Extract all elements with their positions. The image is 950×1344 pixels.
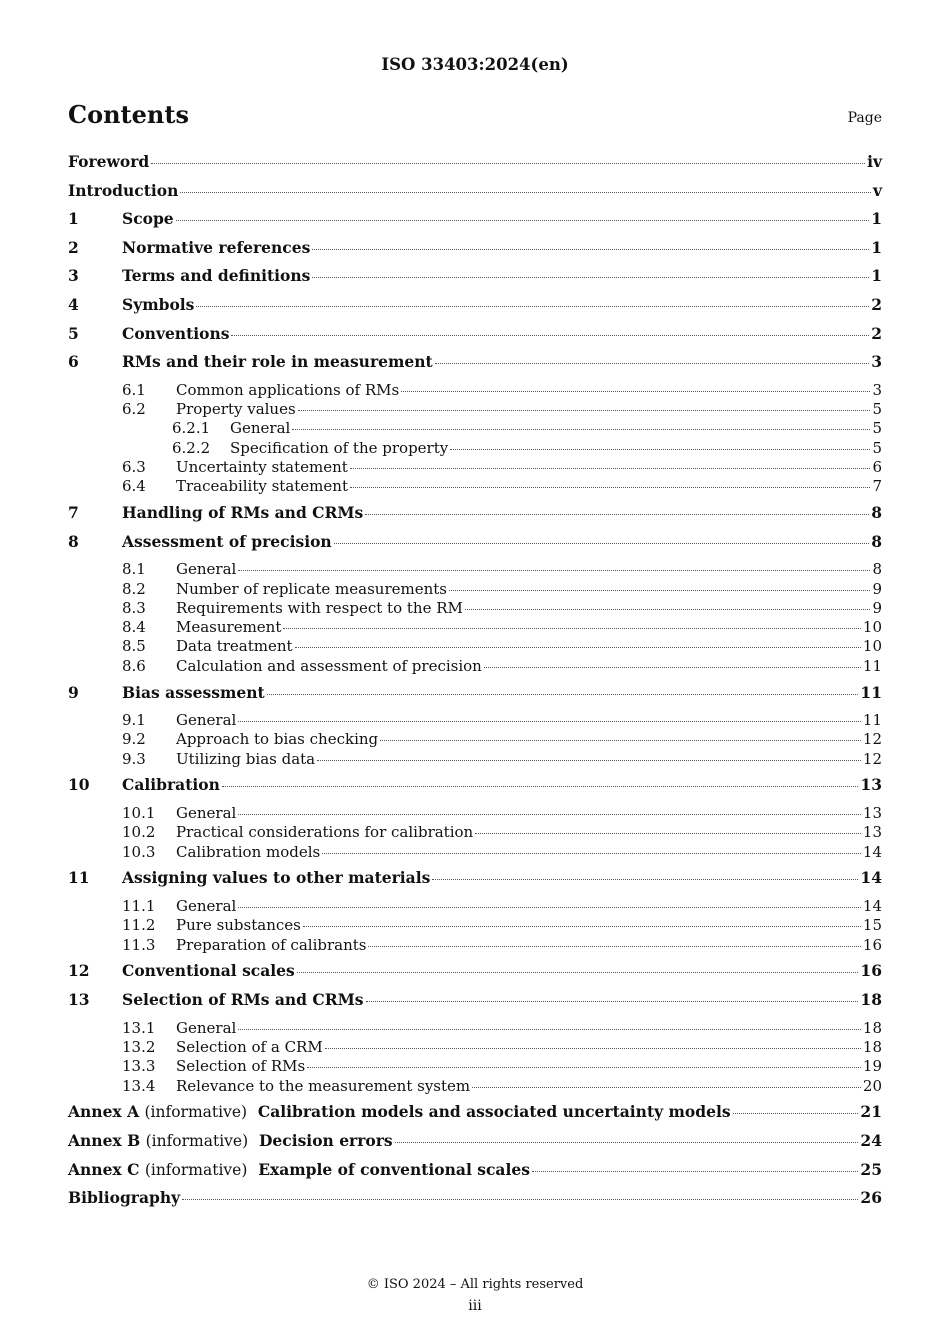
toc-page-number: 15 (862, 916, 882, 935)
toc-dot-leader (484, 667, 861, 668)
toc-dot-leader (238, 814, 861, 815)
toc-page-number: 5 (872, 419, 882, 438)
toc-entry-title: Selection of RMs and CRMs (122, 990, 364, 1010)
toc-page-number: 16 (862, 935, 882, 954)
toc-dot-leader (322, 853, 861, 854)
toc-entry[interactable] (68, 209, 882, 238)
toc-entry-title: Property values (176, 400, 296, 419)
page-number: iii (468, 1298, 482, 1314)
toc-dot-leader (325, 1048, 861, 1049)
toc-page-number: 5 (872, 400, 882, 419)
toc-dot-leader (176, 220, 870, 221)
toc-page-number: 13 (860, 775, 882, 795)
contents-title-row (68, 100, 882, 134)
toc-entry-number: 11.1 (122, 897, 156, 916)
toc-dot-leader (465, 609, 871, 610)
toc-entry-title: RMs and their role in measurement (122, 352, 433, 372)
toc-entry[interactable] (68, 618, 882, 637)
toc-dot-leader (450, 449, 870, 450)
toc-entry[interactable] (68, 657, 882, 676)
toc-page-number: 1 (871, 209, 882, 229)
toc-entry[interactable] (68, 868, 882, 897)
toc-entry-number: 9.1 (122, 711, 146, 730)
toc-entry-number: 6.1 (122, 380, 146, 399)
toc-page-number: 14 (860, 868, 882, 888)
toc-entry[interactable] (68, 238, 882, 267)
toc-entry-title: Relevance to the measurement system (176, 1076, 471, 1095)
toc-annex-type: (informative) (144, 1160, 248, 1179)
toc-dot-leader (303, 926, 861, 927)
toc-entry-number: 6.3 (122, 457, 146, 476)
toc-dot-leader (350, 487, 870, 488)
toc-entry-title: Preparation of calibrants (176, 935, 367, 954)
toc-dot-leader (532, 1171, 859, 1172)
toc-dot-leader (475, 833, 861, 834)
table-of-contents (68, 152, 882, 1217)
toc-entry-title: Number of replicate measurements (176, 579, 447, 598)
toc-page-number: 2 (871, 294, 882, 314)
toc-entry-number: 9 (68, 682, 79, 702)
toc-entry[interactable] (68, 324, 882, 353)
toc-page-number: 16 (860, 961, 882, 981)
toc-entry-title: Calibration models (176, 842, 321, 861)
toc-entry[interactable] (68, 1038, 882, 1057)
toc-entry[interactable] (68, 897, 882, 916)
toc-dot-leader (151, 163, 865, 164)
toc-entry[interactable] (68, 637, 882, 656)
toc-entry-number: 13.1 (122, 1018, 156, 1037)
toc-dot-leader (298, 410, 871, 411)
toc-entry[interactable] (68, 560, 882, 579)
toc-entry[interactable] (68, 750, 882, 769)
toc-entry-number: 8.1 (122, 560, 146, 579)
toc-page-number: 25 (860, 1159, 882, 1179)
toc-dot-leader (380, 740, 861, 741)
toc-entry-title: Selection of a CRM (176, 1037, 323, 1056)
toc-entry[interactable] (68, 1160, 882, 1189)
toc-entry-number: 13.4 (122, 1076, 156, 1095)
toc-entry[interactable] (68, 1188, 882, 1217)
toc-entry-number: 5 (68, 323, 79, 343)
toc-entry[interactable] (68, 1102, 882, 1131)
toc-entry-title: General (230, 419, 291, 438)
toc-entry-title: Scope (122, 209, 174, 229)
toc-dot-leader (401, 391, 870, 392)
page-column-label: Page (847, 110, 882, 126)
toc-entry-number: 10 (68, 775, 90, 795)
toc-page-number: 3 (872, 380, 882, 399)
toc-entry-number: 6.2 (122, 400, 146, 419)
toc-page-number: 3 (871, 352, 882, 372)
toc-entry[interactable] (68, 599, 882, 618)
toc-page-number: 11 (862, 711, 882, 730)
toc-entry[interactable] (68, 352, 882, 381)
toc-dot-leader (283, 628, 861, 629)
toc-dot-leader (297, 972, 859, 973)
toc-dot-leader (292, 429, 870, 430)
toc-page-number: 20 (862, 1076, 882, 1095)
toc-page-number: 24 (860, 1130, 882, 1150)
toc-entry[interactable] (68, 1131, 882, 1160)
toc-annex-type: (informative) (145, 1131, 249, 1150)
toc-dot-leader (472, 1087, 861, 1088)
toc-entry-number: 13.3 (122, 1057, 156, 1076)
toc-entry[interactable] (68, 683, 882, 712)
toc-page-number: 5 (872, 438, 882, 457)
toc-dot-leader (435, 363, 870, 364)
toc-entry-number: 8.6 (122, 656, 146, 675)
toc-dot-leader (238, 907, 861, 908)
toc-entry-number: 6.2.2 (172, 438, 211, 457)
toc-entry[interactable] (68, 730, 882, 749)
toc-entry[interactable] (68, 804, 882, 823)
toc-entry-title: Measurement (176, 618, 282, 637)
toc-entry[interactable] (68, 843, 882, 862)
toc-entry[interactable] (68, 775, 882, 804)
toc-entry[interactable] (68, 532, 882, 561)
toc-entry[interactable] (68, 400, 882, 419)
toc-entry-title: Bias assessment (122, 682, 265, 702)
toc-entry-title: Calibration (122, 775, 220, 795)
toc-page-number: 12 (862, 749, 882, 768)
toc-page-number: 9 (872, 598, 882, 617)
toc-entry-title: Foreword (68, 152, 150, 171)
toc-entry[interactable] (68, 439, 882, 458)
toc-entry-number: 8 (68, 531, 79, 551)
toc-entry-number: 11 (68, 868, 90, 888)
toc-dot-leader (334, 543, 870, 544)
toc-entry-number: 9.2 (122, 730, 146, 749)
toc-entry-number: 3 (68, 266, 79, 286)
toc-entry-title: Traceability statement (176, 477, 348, 496)
copyright-footer: © ISO 2024 – All rights reserved (366, 1277, 584, 1292)
toc-entry-title: Specification of the property (230, 438, 449, 457)
toc-dot-leader (395, 1142, 859, 1143)
toc-dot-leader (368, 946, 860, 947)
toc-entry[interactable] (68, 961, 882, 990)
toc-entry-number: 8.2 (122, 579, 146, 598)
toc-entry-title: General (176, 804, 237, 823)
toc-entry-title: Decision errors (258, 1130, 393, 1150)
toc-page-number: 6 (872, 457, 882, 476)
toc-page-number: 18 (860, 990, 882, 1010)
toc-dot-leader (267, 694, 859, 695)
toc-entry-title: Calculation and assessment of precision (176, 656, 482, 675)
toc-dot-leader (238, 721, 861, 722)
toc-page-number: 18 (862, 1037, 882, 1056)
toc-entry-title: Uncertainty statement (176, 457, 348, 476)
toc-entry-number: 6.4 (122, 477, 146, 496)
toc-page-number: 11 (862, 656, 882, 675)
toc-entry[interactable] (68, 1057, 882, 1076)
toc-page-number: 26 (860, 1188, 882, 1208)
toc-entry-number: 10.3 (122, 842, 156, 861)
toc-entry-number: 1 (68, 209, 79, 229)
toc-page-number: 13 (862, 823, 882, 842)
toc-entry-title: Practical considerations for calibration (176, 823, 474, 842)
toc-page-number: 14 (862, 897, 882, 916)
toc-entry-number: 6.2.1 (172, 419, 211, 438)
toc-entry-title: Conventions (122, 323, 230, 343)
toc-dot-leader (222, 786, 859, 787)
toc-page-number: 9 (872, 579, 882, 598)
toc-entry[interactable] (68, 1077, 882, 1096)
toc-entry[interactable] (68, 916, 882, 935)
toc-dot-leader (238, 1029, 861, 1030)
toc-entry-title: Pure substances (176, 916, 301, 935)
toc-annex-label: Annex B (68, 1130, 141, 1150)
toc-entry-title: Approach to bias checking (176, 730, 379, 749)
toc-dot-leader (317, 760, 861, 761)
contents-title: Contents (68, 100, 189, 129)
toc-entry-title: Terms and definitions (122, 266, 311, 286)
toc-page-number: 10 (862, 618, 882, 637)
toc-entry-title: Data treatment (176, 637, 293, 656)
toc-page-number: v (872, 180, 882, 200)
toc-dot-leader (307, 1067, 861, 1068)
toc-dot-leader (733, 1113, 859, 1114)
toc-page-number: 18 (862, 1018, 882, 1037)
toc-dot-leader (238, 570, 870, 571)
toc-entry[interactable] (68, 419, 882, 438)
toc-page-number: 11 (860, 682, 882, 702)
toc-entry-number: 12 (68, 961, 90, 981)
toc-entry[interactable] (68, 936, 882, 955)
toc-entry[interactable] (68, 823, 882, 842)
toc-page-number: 1 (871, 266, 882, 286)
toc-page-number: 8 (871, 503, 882, 523)
toc-entry-title: Symbols (122, 294, 195, 314)
toc-entry[interactable] (68, 458, 882, 477)
toc-dot-leader (231, 335, 869, 336)
toc-entry-number: 6 (68, 352, 79, 372)
toc-page-number: 8 (871, 531, 882, 551)
toc-entry-number: 4 (68, 294, 79, 314)
toc-entry[interactable] (68, 181, 882, 210)
toc-entry-title: General (176, 1018, 237, 1037)
toc-entry-title: General (176, 560, 237, 579)
toc-page-number: 14 (862, 842, 882, 861)
toc-entry[interactable] (68, 266, 882, 295)
toc-entry-title: Requirements with respect to the RM (176, 598, 463, 617)
toc-annex-label: Annex A (68, 1102, 140, 1122)
toc-dot-leader (180, 192, 871, 193)
toc-entry-number: 10.1 (122, 804, 156, 823)
toc-entry-title: Introduction (68, 180, 179, 200)
toc-entry-title: Example of conventional scales (258, 1159, 530, 1179)
toc-dot-leader (312, 249, 869, 250)
toc-page-number: 2 (871, 323, 882, 343)
toc-annex-label: Annex C (68, 1159, 140, 1179)
toc-page-number: 21 (860, 1102, 882, 1122)
toc-entry-title: Common applications of RMs (176, 380, 400, 399)
toc-page-number: 12 (862, 730, 882, 749)
toc-entry-number: 11.2 (122, 916, 156, 935)
toc-entry-title: Assessment of precision (122, 531, 332, 551)
toc-entry[interactable] (68, 1019, 882, 1038)
toc-page-number: 10 (862, 637, 882, 656)
toc-page-number: 19 (862, 1057, 882, 1076)
toc-page-number: 13 (862, 804, 882, 823)
toc-entry-title: Normative references (122, 237, 311, 257)
toc-entry-title: Utilizing bias data (176, 749, 316, 768)
toc-dot-leader (196, 306, 869, 307)
toc-entry-title: Handling of RMs and CRMs (122, 503, 364, 523)
toc-entry[interactable] (68, 711, 882, 730)
toc-entry-number: 8.3 (122, 598, 146, 617)
toc-dot-leader (449, 590, 870, 591)
document-id-header: ISO 33403:2024(en) (381, 55, 569, 74)
toc-page-number: 8 (872, 560, 882, 579)
toc-entry-title: Assigning values to other materials (122, 868, 431, 888)
toc-dot-leader (295, 647, 861, 648)
toc-page-number: 1 (871, 237, 882, 257)
toc-entry-title: Bibliography (68, 1188, 181, 1208)
toc-entry-number: 7 (68, 503, 79, 523)
toc-entry[interactable] (68, 503, 882, 532)
toc-entry[interactable] (68, 580, 882, 599)
toc-dot-leader (432, 879, 858, 880)
toc-page-number: iv (867, 152, 882, 171)
toc-entry[interactable] (68, 477, 882, 496)
toc-entry-title: Selection of RMs (176, 1057, 306, 1076)
toc-entry-title: General (176, 897, 237, 916)
toc-entry[interactable] (68, 381, 882, 400)
toc-entry[interactable] (68, 990, 882, 1019)
toc-dot-leader (312, 277, 869, 278)
toc-entry-title: Conventional scales (122, 961, 295, 981)
toc-entry-number: 9.3 (122, 749, 146, 768)
toc-entry-number: 11.3 (122, 935, 156, 954)
toc-entry-number: 13 (68, 990, 90, 1010)
toc-entry-number: 8.5 (122, 637, 146, 656)
toc-entry-number: 8.4 (122, 618, 146, 637)
toc-entry-number: 13.2 (122, 1037, 156, 1056)
toc-entry-number: 2 (68, 237, 79, 257)
toc-page-number: 7 (872, 477, 882, 496)
toc-entry-number: 10.2 (122, 823, 156, 842)
toc-entry[interactable] (68, 295, 882, 324)
toc-entry-title: Calibration models and associated uncertainty models (257, 1102, 731, 1122)
toc-dot-leader (365, 514, 869, 515)
toc-entry-title: General (176, 711, 237, 730)
toc-dot-leader (350, 468, 871, 469)
toc-dot-leader (366, 1001, 859, 1002)
toc-annex-type: (informative) (144, 1103, 248, 1122)
toc-dot-leader (182, 1199, 858, 1200)
toc-entry[interactable] (68, 152, 882, 181)
